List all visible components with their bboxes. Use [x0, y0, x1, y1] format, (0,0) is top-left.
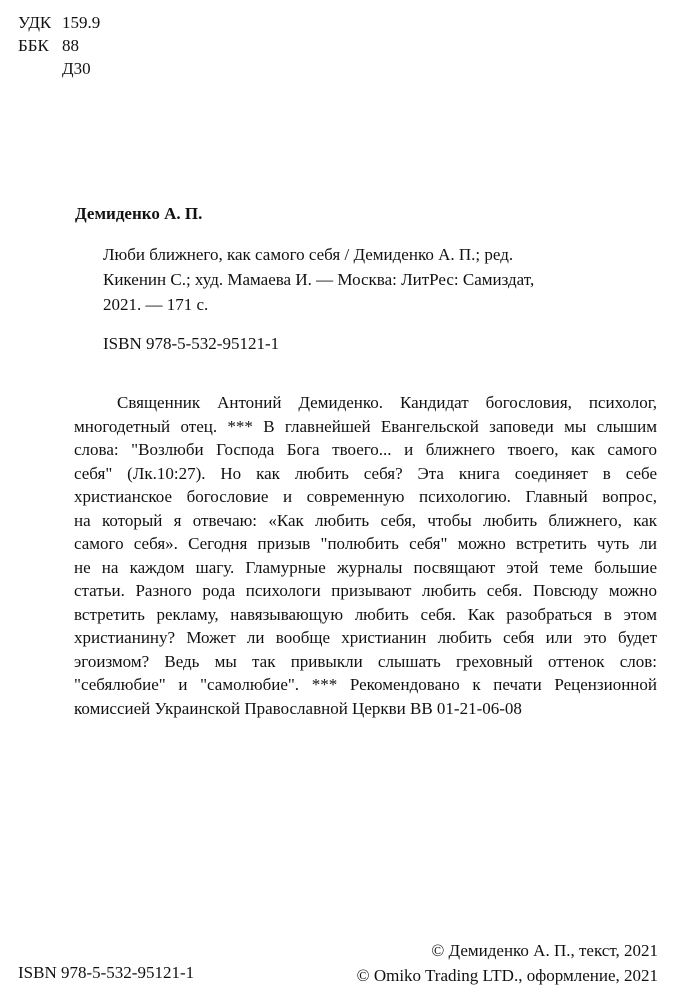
copyright-text: © Демиденко А. П., текст, 2021	[431, 941, 658, 960]
copyright-design: © Omiko Trading LTD., оформление, 2021	[356, 966, 658, 985]
bibliographic-record	[103, 242, 573, 317]
abstract-line: Священник Антоний Демиденко. Кандидат богословия, психолог,	[117, 393, 657, 412]
abstract-line: не на каждом шагу. Гламурные журналы посвящают этой теме большие	[74, 557, 657, 577]
udk-label: УДК	[18, 13, 52, 32]
abstract-line: комиссией Украинской Православной Церкви ВВ 01-21-06-08	[74, 698, 522, 718]
classification-bbk	[18, 35, 79, 57]
abstract-line: встретить рекламу, навязывающую любить себя. Как разобраться в этом	[74, 604, 657, 624]
bbk-value: 88	[62, 36, 79, 55]
abstract-line: христианское богословие и современную психологию. Главный вопрос,	[74, 487, 657, 506]
abstract-line: эгоизмом? Ведь мы так привыкли слышать греховный оттенок слов:	[74, 651, 657, 671]
isbn-bottom: ISBN 978-5-532-95121-1	[18, 963, 195, 982]
bbk-label: ББК	[18, 36, 49, 55]
abstract-line: слова: "Возлюби Господа Бога твоего... и ближнего твоего, как самого	[74, 440, 657, 459]
bib-line: Кикенин С.; худ. Мамаева И. — Москва: ЛитРес: Самиздат,	[103, 270, 535, 289]
abstract-line: многодетный отец. *** В главнейшей Евангельской заповеди мы слышим	[74, 416, 657, 436]
abstract-line: христианину? Может ли вообще христианин любить себя или это будет	[74, 628, 657, 647]
author-mark-value: Д30	[62, 59, 91, 78]
abstract-line: себя" (Лк.10:27). Но как любить себя? Эта книга соединяет в себе	[74, 463, 657, 483]
abstract-line: самого себя». Сегодня призыв "полюбить себя" можно встретить чуть ли	[74, 534, 657, 553]
bib-line: Люби ближнего, как самого себя / Демиденко А. П.; ред.	[103, 245, 514, 264]
abstract-line: "себялюбие" и "самолюбие". *** Рекомендовано к печати Рецензионной	[74, 675, 657, 694]
abstract-line: статьи. Разного рода психологи призывают любить себя. Повсюду можно	[74, 581, 657, 600]
udk-value: 159.9	[62, 13, 101, 32]
copyright-block	[357, 938, 658, 988]
classification-author-mark	[18, 58, 91, 80]
isbn-top: ISBN 978-5-532-95121-1	[103, 334, 280, 353]
abstract-line: на который я отвечаю: «Как любить себя, чтобы любить ближнего, как	[74, 510, 657, 530]
author-heading: Демиденко А. П.	[75, 204, 203, 223]
abstract	[74, 391, 657, 720]
classification-udk	[18, 12, 100, 34]
bib-line: 2021. — 171 с.	[103, 295, 209, 314]
